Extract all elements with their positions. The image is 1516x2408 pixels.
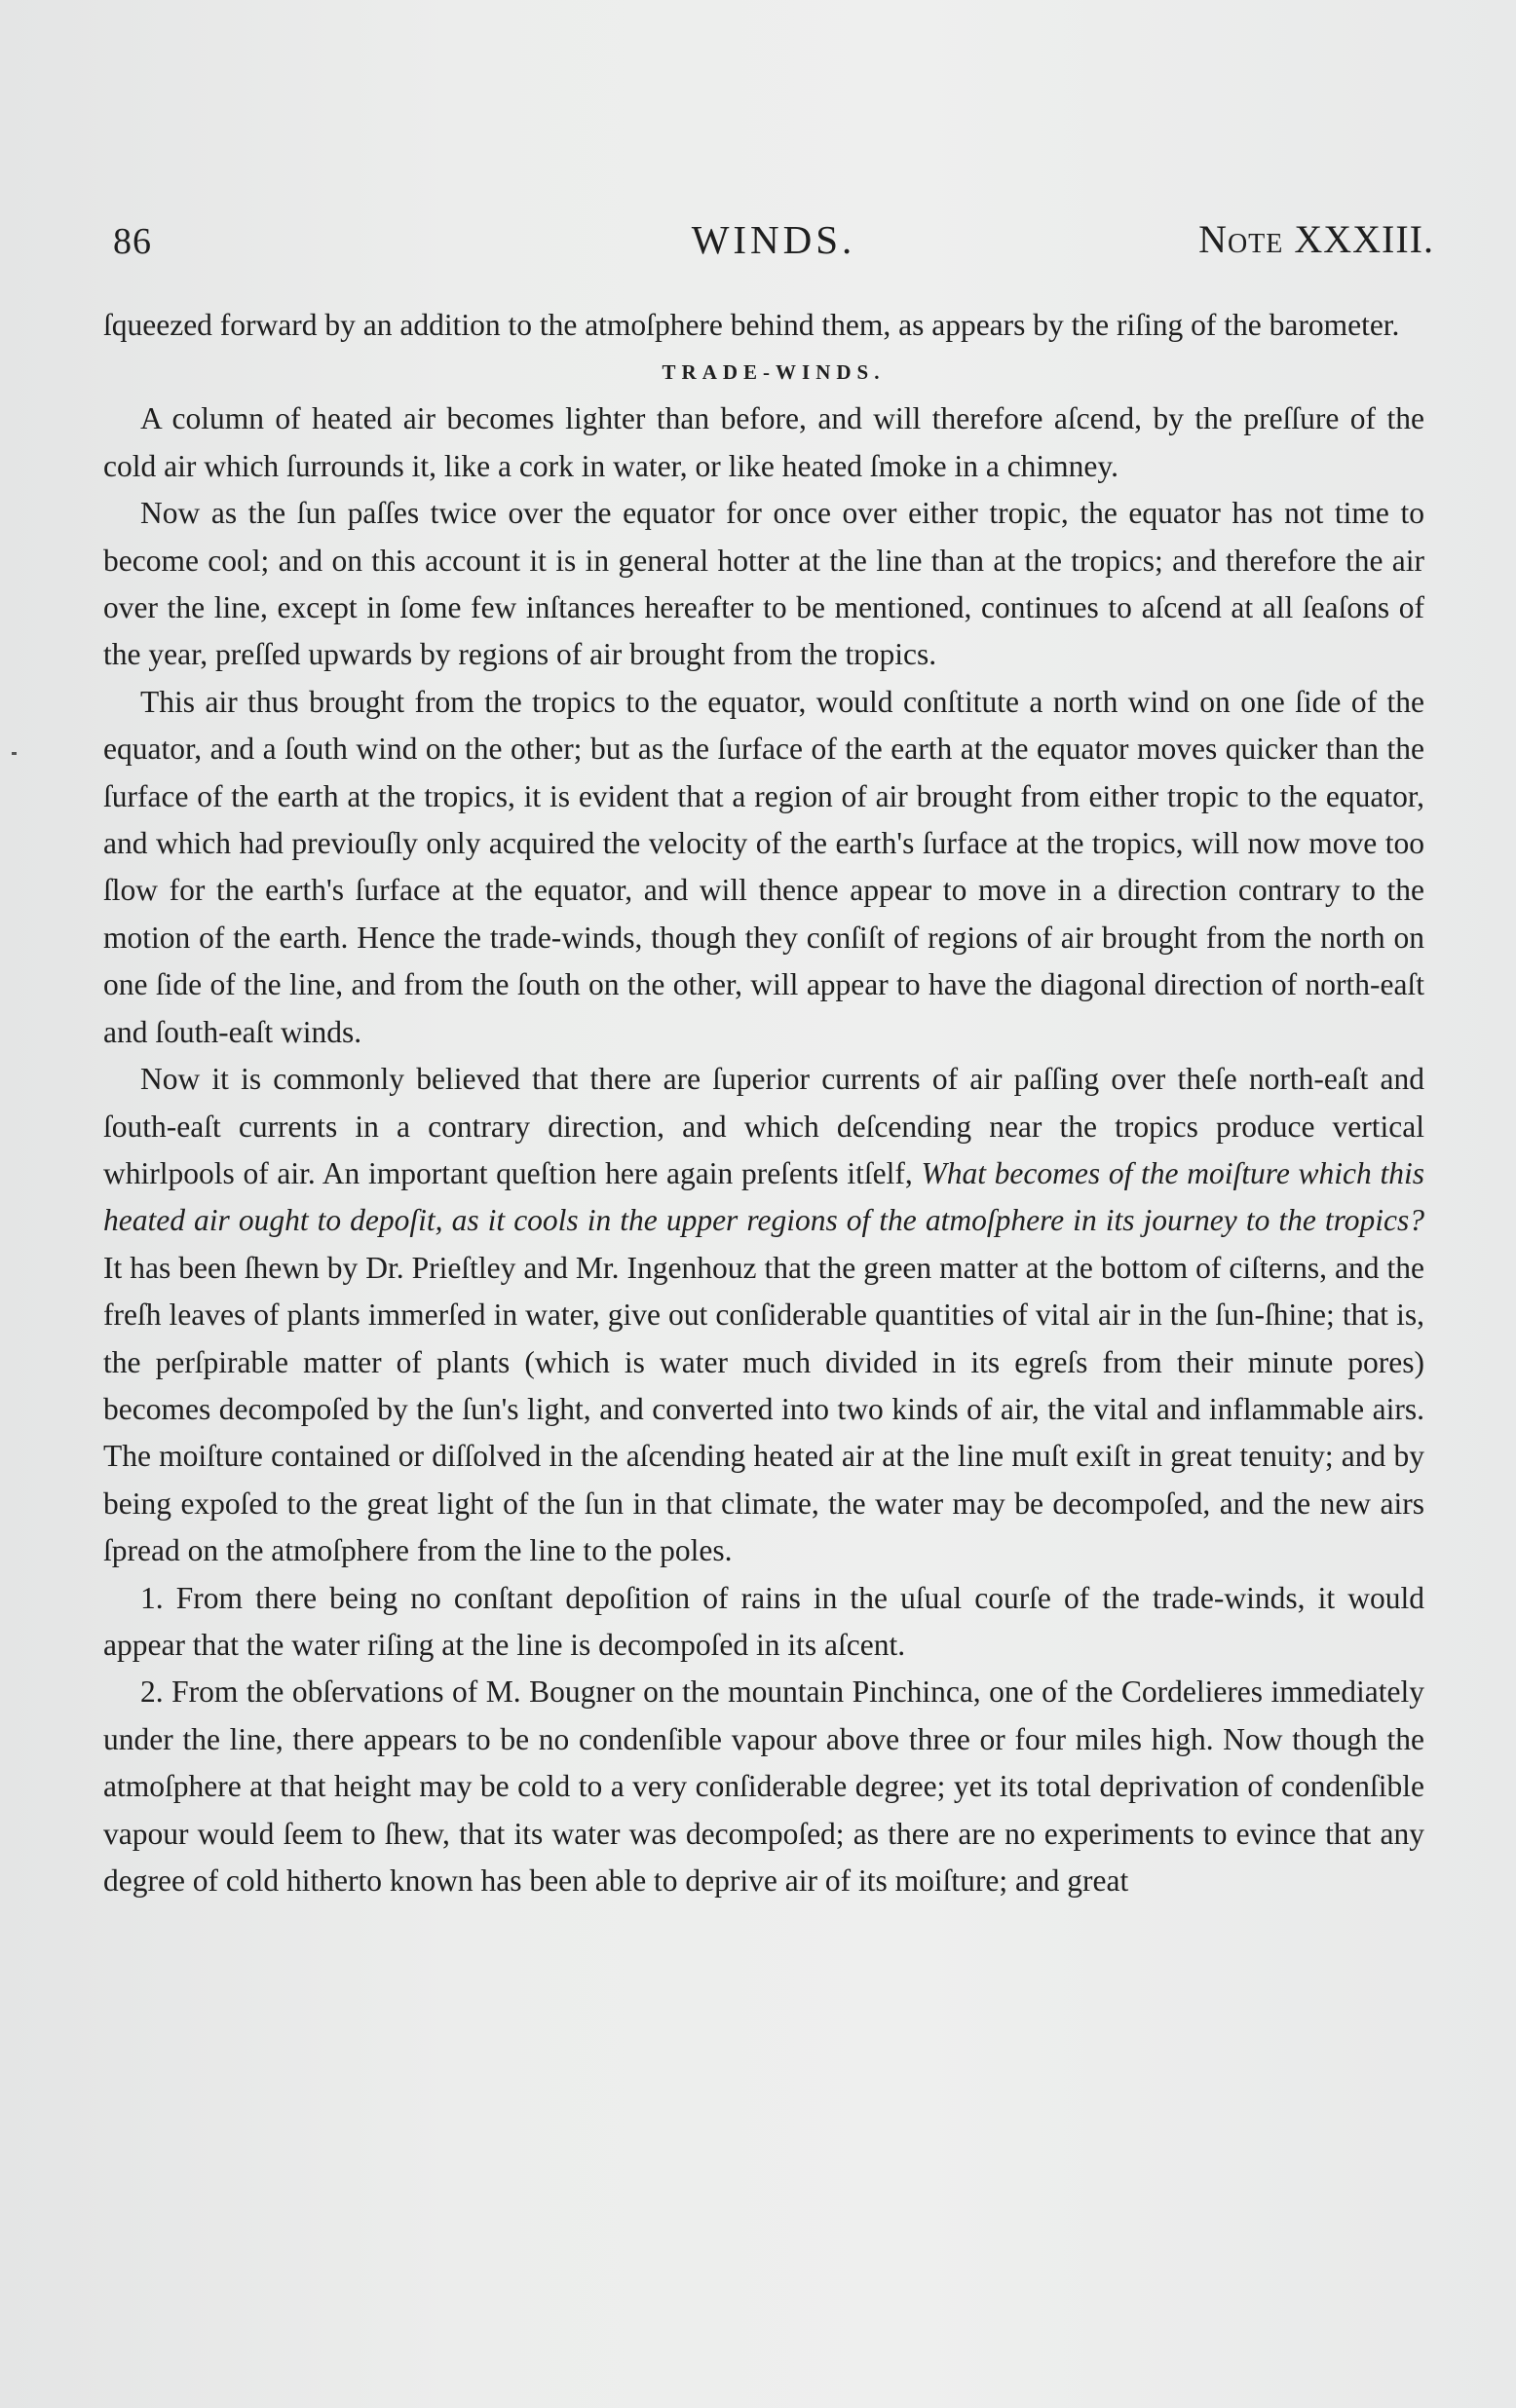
italic-question: What becomes of the moiſture which this heated air ought to depoſit, as it cools in the upper regions of the atmoſphere in its journey to the tropics?: [103, 1155, 1424, 1238]
note-reference: Note XXXIII.: [1198, 217, 1434, 261]
numbered-point-1: 1. From there being no conſtant depoſition of rains in the uſual courſe of the trade-winds, it would appear that the water riſing at the line is decompoſed in its aſcent.: [103, 1580, 1424, 1662]
running-title: WINDS.: [691, 217, 856, 262]
paragraph-heated-air: A column of heated air becomes lighter than before, and will therefore aſcend, by the preſſure of the cold air which ſurrounds it, like a cork in water, or like heated ſmoke in a chimney.: [103, 401, 1424, 483]
margin-mark: [12, 752, 17, 755]
paragraph-superior-currents: [103, 1056, 1424, 1574]
body-text: [103, 302, 1424, 1904]
page-number: 86: [113, 221, 152, 262]
paragraph-text: It has been ſhewn by Dr. Prieſtley and Mr. Ingenhouz that the green matter at the bottom of ciſterns, and the freſh leaves of plants immerſed in water, give out conſiderable quantities of vital air in the ſun-ſhine; that is, the perſpirable matter of plants (which is water much divided in its egreſs from their minute pores) becomes decompoſed by the ſun's light, and converted into two kinds of air, the vital and inflammable airs. The moiſture contained or diſſolved in the aſcending heated air at the line muſt exiſt in great tenuity; and by being expoſed to the great light of the ſun in that climate, the water may be decompoſed, and the new airs ſpread on the atmoſphere from the line to the poles.: [103, 1250, 1424, 1568]
page-header: [113, 216, 1434, 279]
paragraph-sun-equator: Now as the ſun paſſes twice over the equator for once over either tropic, the equator has not time to become cool; and on this account it is in general hotter at the line than at the tropics; and therefore the air over the line, except in ſome few inſtances hereafter to be mentioned, continues to aſcend at all ſeaſons of the year, preſſed upwards by regions of air brought from the tropics.: [103, 496, 1424, 672]
paragraph-text: Now it is commonly believed that there are ſuperior currents of air paſſing over theſe north-eaſt and ſouth-eaſt currents in a contrary direction, and which deſcending near the tropics produce vertical whirlpools of air. An important queſtion here again preſents itſelf,: [103, 1062, 1424, 1190]
paragraph-trade-winds-direction: This air thus brought from the tropics to the equator, would conſtitute a north wind on one ſide of the equator, and a ſouth wind on the other; but as the ſurface of the earth at the equator moves quicker than the ſurface of the earth at the tropics, it is evident that a region of air brought from either tropic to the equator, and which had previouſly only acquired the velocity of the earth's ſurface at the tropics, will now move too ſlow for the earth's ſurface at the equator, and will thence appear to move in a direction contrary to the motion of the earth. Hence the trade-winds, though they conſiſt of regions of air brought from the north on one ſide of the line, and from the ſouth on the other, will appear to have the diagonal direction of north-eaſt and ſouth-eaſt winds.: [103, 684, 1424, 1049]
section-heading: TRADE-WINDS.: [662, 360, 886, 385]
numbered-point-2: 2. From the obſervations of M. Bougner on the mountain Pinchinca, one of the Cordelieres immediately under the line, there appears to be no condenſible vapour above three or four miles high. Now though the atmoſphere at that height may be cold to a very conſiderable degree; yet its total deprivation of condenſible vapour would ſeem to ſhew, that its water was decompoſed; as there are no experiments to evince that any degree of cold hitherto known has been able to deprive air of its moiſture; and great: [103, 1674, 1424, 1898]
continued-paragraph: ſqueezed forward by an addition to the atmoſphere behind them, as appears by the riſing of the barometer.: [103, 308, 1400, 342]
